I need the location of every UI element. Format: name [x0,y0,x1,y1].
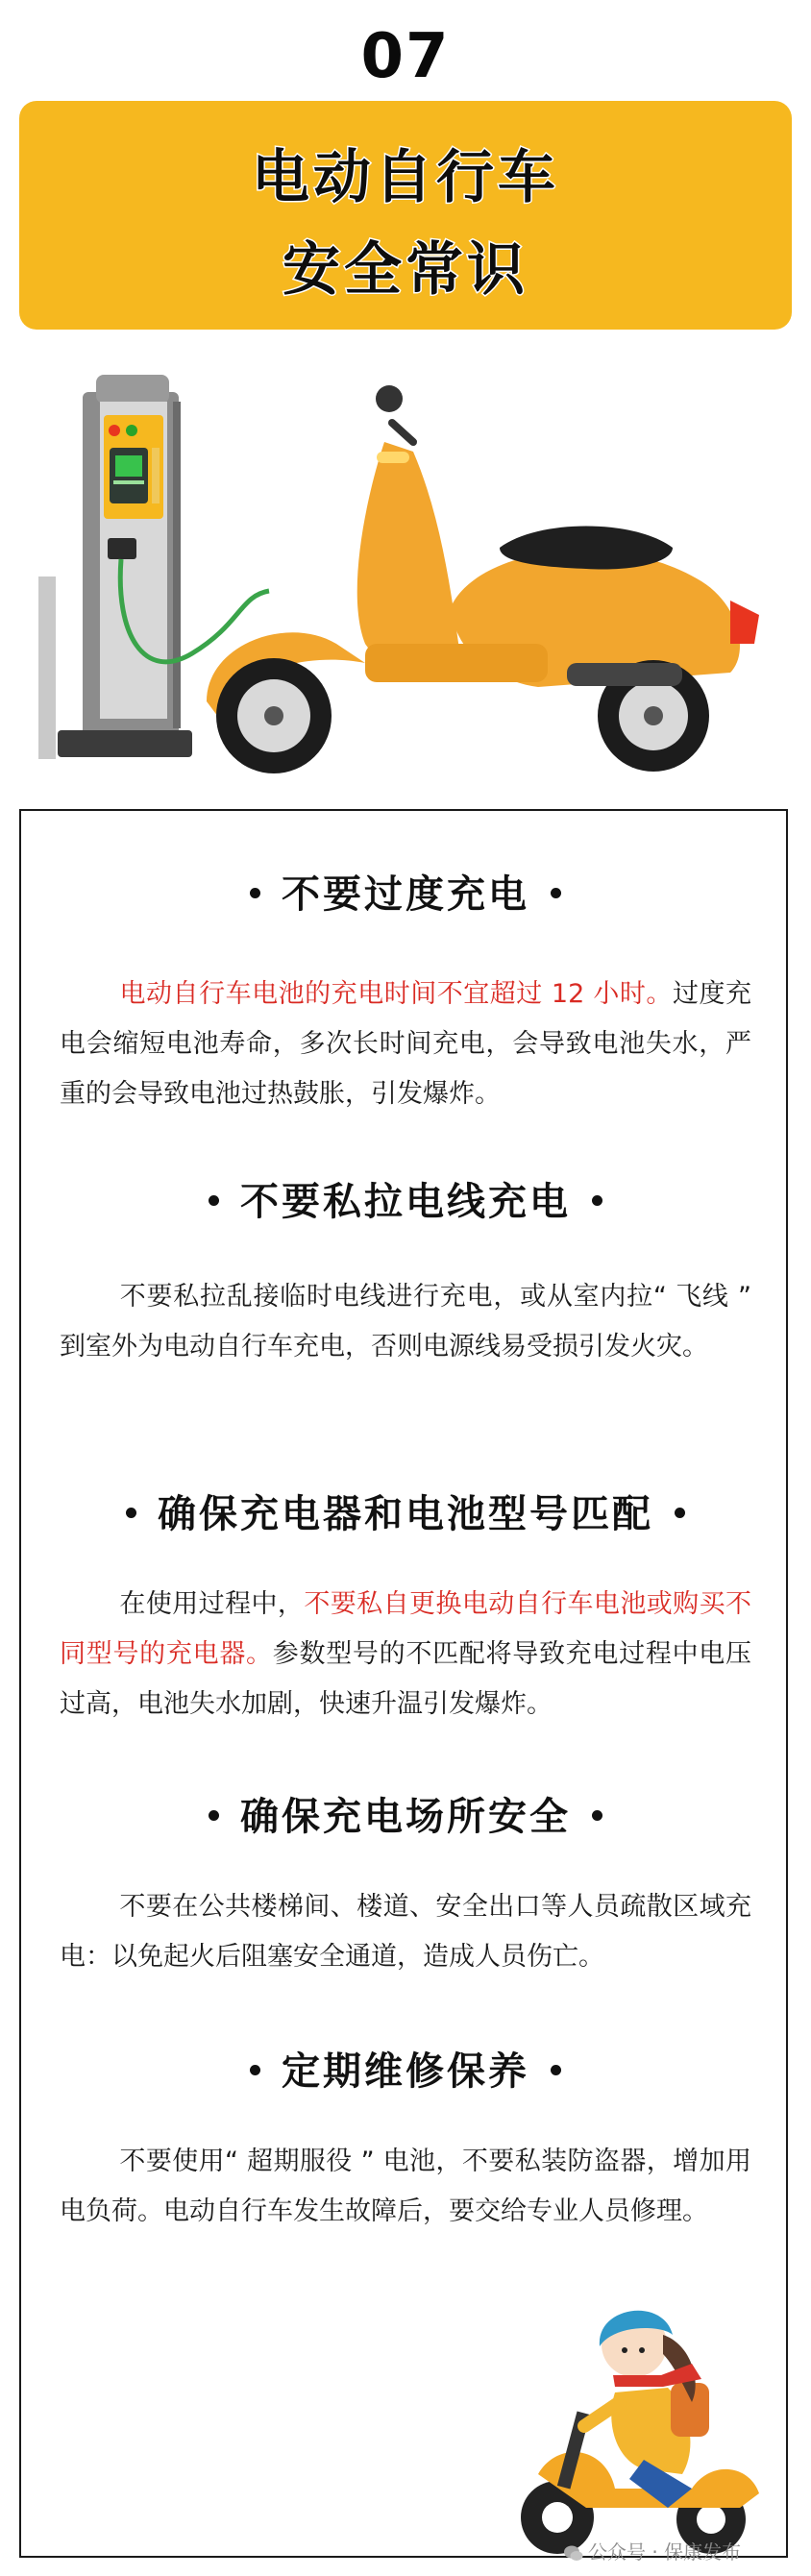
section-paragraph-maintenance [60,2137,751,2237]
bullet-dot [209,1195,219,1206]
section-heading-text: 确保充电器和电池型号匹配 [158,1492,653,1536]
watermark [563,2537,741,2564]
watermark-text: 公众号 · 保康发布 [588,2540,742,2564]
section-heading-wiring [21,1171,790,1226]
section-heading-text: 不要过度充电 [282,872,529,917]
paragraph-text: 不要私拉乱接临时电线进行充电，或从室内拉“ 飞线 ” 到室外为电动自行车充电，否则电源线易受损引发火灾。 [60,1282,751,1362]
section-paragraph-location [60,1882,751,1982]
issue-number: 07 [360,21,451,92]
scooter-icon [207,385,759,773]
section-heading-location [21,1786,790,1841]
section-heading-matching [21,1484,790,1538]
section-heading-text: 不要私拉电线充电 [240,1180,571,1224]
warning-text: 电动自行车电池的充电时间不宜超过 12 小时。 [119,979,673,1009]
title-banner [19,101,792,330]
title-line-2: 安全常识 [283,236,528,304]
section-heading-text: 确保充电场所安全 [240,1795,571,1839]
warning-text: 不要私自更换电动自行车电池或购买不同型号的充电器。 [60,1589,752,1669]
paragraph-text: 过度充电会缩短电池寿命，多次长时间充电，会导致电池失水，严重的会导致电池过热鼓胀，引发爆炸。 [60,979,751,1109]
section-heading-maintenance [21,2041,790,2096]
wechat-icon [563,2543,584,2564]
bullet-dot [250,888,260,898]
section-heading-text: 定期维修保养 [282,2049,529,2094]
paragraph-text: 参数型号的不匹配将导致充电过程中电压过高，电池失水加剧，快速升温引发爆炸。 [60,1639,752,1719]
rider-scooter-illustration [500,2268,788,2565]
bullet-dot [675,1508,685,1518]
paragraph-text: 在使用过程中， [119,1589,305,1619]
paragraph-text: 不要使用“ 超期服役 ” 电池，不要私装防盗器，增加用电负荷。电动自行车发生故障后，要交给专业人员修理。 [60,2147,751,2226]
bullet-dot [551,888,561,898]
title-line-1: 电动自行车 [252,144,559,211]
bullet-dot [592,1810,602,1821]
section-paragraph-overcharge [60,969,751,1119]
paragraph-text: 不要在公共楼梯间、楼道、安全出口等人员疏散区域充电：以免起火后阻塞安全通道，造成人员伤亡。 [60,1892,751,1972]
charging-station-icon [38,375,192,759]
bullet-dot [551,2065,561,2075]
bullet-dot [592,1195,602,1206]
bullet-dot [250,2065,260,2075]
bullet-dot [126,1508,136,1518]
section-paragraph-matching [60,1580,751,1730]
section-heading-overcharge [21,864,790,919]
section-paragraph-wiring [60,1272,751,1372]
bullet-dot [209,1810,219,1821]
charging-scooter-illustration [0,356,811,778]
